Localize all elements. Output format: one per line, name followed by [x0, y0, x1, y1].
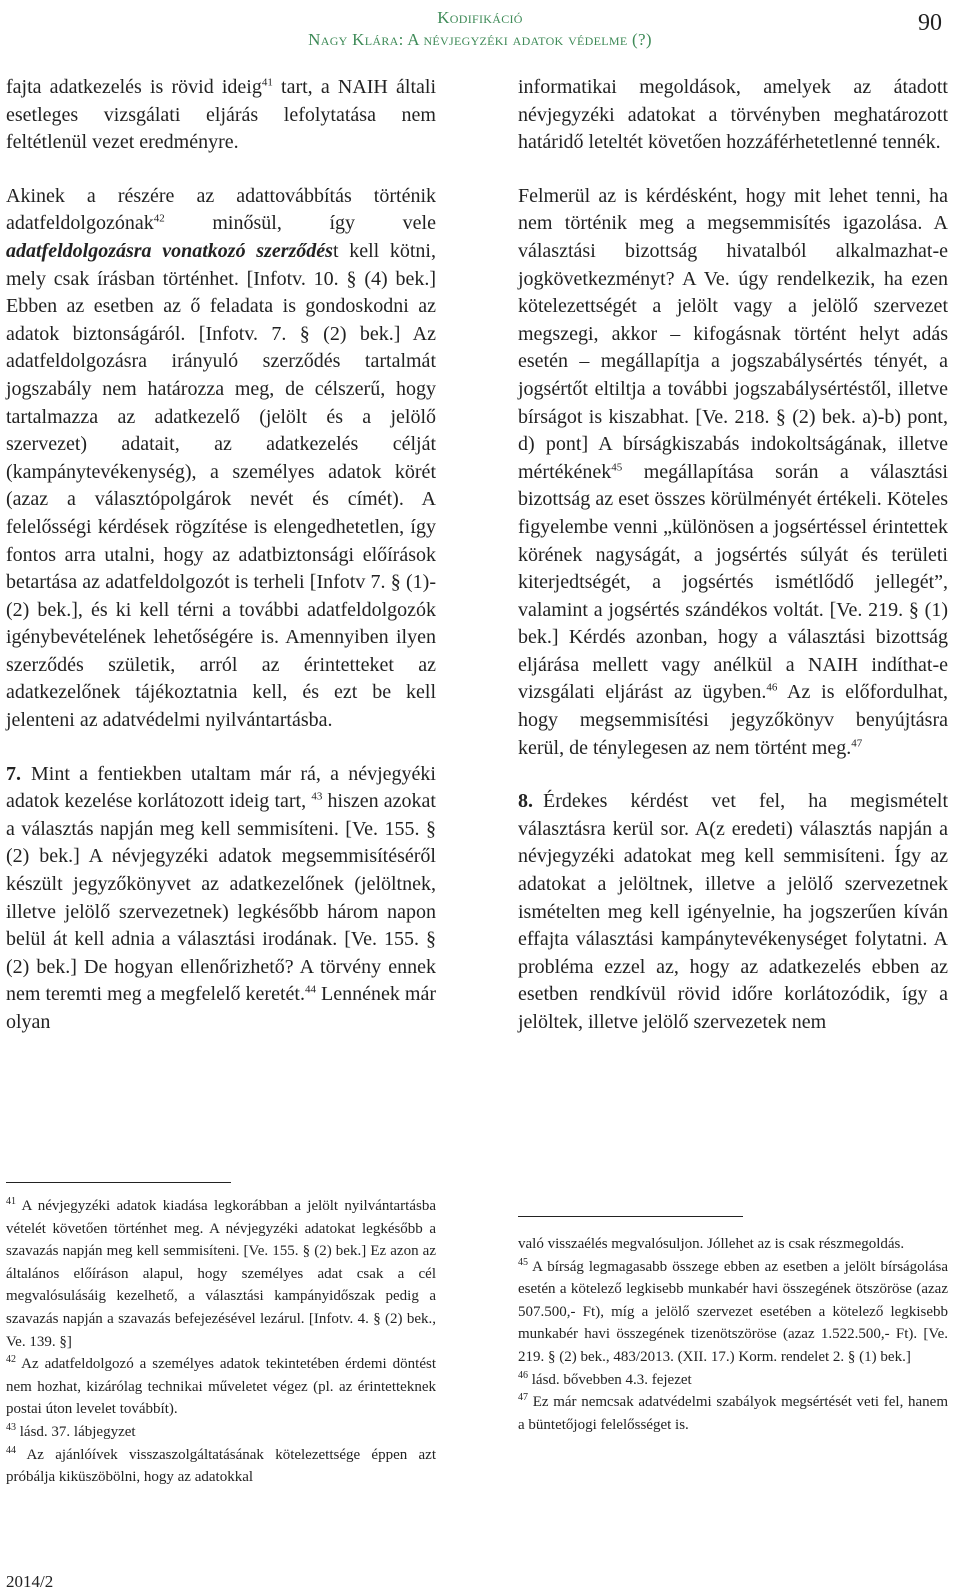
footnote: $^{43}$ lásd. 37. lábjegyzet	[6, 1421, 136, 1440]
footnote-ref: 47	[851, 737, 863, 749]
article-running-title: Nagy Klára: A névjegyzéki adatok védelme (?)	[308, 30, 652, 49]
left-body-text	[6, 74, 436, 1182]
footnote: $^{44}$ Az ajánlóívek visszaszolgáltatásának kötelezettsége éppen azt próbálja kiküszöbölni, hogy az adatokkal	[6, 1444, 436, 1486]
paragraph: informatikai megoldások, amelyek az átadott névjegyzéki adatokat a törvényben meghatározott határidő leteltét követően hozzáférhetetlenné tennék.	[518, 76, 948, 154]
section-number: 7.	[6, 762, 21, 785]
section-number: 8.	[518, 790, 533, 813]
footnote-ref: 46	[766, 681, 778, 694]
paragraph: fajta adatkezelés is rövid ideig$^{41}$ tart, a NAIH általi esetleges vizsgálati eljárás lefolytatása nem feltétlenül vezet eredményre.	[6, 76, 437, 154]
page-number: 90	[918, 10, 942, 36]
paragraph: Akinek a részére az adattovábbítás történik adatfeldolgozónak$^{42}$ minősül, így vele adatfeldolgozásra vonatkozó szerződést kell kötni, mely csak írásban történhet. [Infotv. 10. § (4) bek.] Ebben az esetben az ő feladata is gondoskodni az adatok biztonságáról. [Infotv. 7. § (2) bek.] Az adatfeldolgozásra irányuló szerződés tartalmát jogszabály nem határozza meg, de célszerű, hogy tartalmazza az adatkezelő (jelölt és a jelölő szervezet) adatait, az adatkezelés célját (kampánytevékenység), a személyes adatok körét (azaz a választópolgárok nevét és címét). A felelősségi kérdések rögzítése is elengedhetetlen, így fontos arra utalni, hogy az adatbiztonsági előírások betartása az adatfeldolgozót is terheli [Infotv 7. § (1)-(2) bek.], és ki kell térni a további adatfeldolgozók igénybevételének lehetőségére is. Amennyiben ilyen szerződés születik, arról az érintetteket az adatkezelőnek tájékoztatnia kell, és ezt be kell jelenteni az adatvédelmi nyilvántartásba.	[6, 184, 436, 732]
footnote-ref: 42	[153, 212, 165, 225]
right-body-text	[518, 74, 948, 1216]
right-footnotes	[518, 1233, 948, 1436]
footnote-ref: 44	[304, 983, 316, 996]
footnote-separator	[6, 1182, 231, 1183]
footnote: $^{42}$ Az adatfeldolgozó a személyes adatok tekintetében érdemi döntést nem hozhat, kizárólag technikai műveletet végez (pl. az érintetteknek postai úton levelet továbbít).	[6, 1354, 436, 1418]
footnote-ref: 45	[611, 461, 623, 474]
section-paragraph: 8. Érdekes kérdést vet fel, ha megismételt választásra kerül sor. A(z eredeti) választás napján a névjegyzéki adatokat meg kell semmisíteni. Így az adatokat a jelöltnek, illetve a jelölő szervezetnek ismételten meg kell igényelnie, ha jogszerűen kíván effajta választási kampánytevékenységet folytatni. A probléma ezzel az, hogy az adatkezelés ebben az esetben rendkívül rövid időre korlátozódik, így a jelöltek, illetve jelölő szervezetek nem	[518, 790, 948, 1033]
journal-name: Kodifikáció	[437, 8, 523, 27]
footnote: $^{41}$ A névjegyzéki adatok kiadása legkorábban a jelölt nyilvántartásba vételét követően történhet meg. A névjegyzéki adatokat legkésőbb a szavazás napján meg kell semmisíteni. [Ve. 155. § (2) bek.] Ez azon az általános előíráson alapul, hogy személyes adat csak a cél megvalósulásáig kezelhető, a választási kampányidőszak pedig a szavazás napján a szavazás befejezésével lezárul. [Infotv. 4. § (2) bek., Ve. 139. §]	[6, 1196, 436, 1350]
right-column	[518, 74, 948, 1436]
footnote: $^{47}$ Ez már nemcsak adatvédelmi szabályok megsértését veti fel, hanem a büntetőjogi felelősséget is.	[518, 1392, 948, 1433]
running-header	[0, 4, 960, 52]
footnote: $^{46}$ lásd. bővebben 4.3. fejezet	[518, 1369, 692, 1388]
footnote: $^{45}$ A bírság legmagasabb összege ebben az esetben a jelölt bírságolása esetén a kötelező legkisebb munkabér havi összegének ötszöröse (azaz 507.500,- Ft), míg a jelölő szervezet esetében a kötelező legkisebb munkabér havi összegének tizenötszöröse (azaz 1.522.500,- Ft). [Ve. 219. § (2) bek., 483/2013. (XII. 17.) Korm. rendelet 2. § (1) bek.]	[518, 1256, 948, 1365]
left-column	[6, 74, 436, 1489]
footnote-separator	[518, 1216, 743, 1217]
footnote-ref: 41	[261, 76, 273, 89]
footnote-continuation: való visszaélés megvalósuljon. Jóllehet az is csak részmegoldás.	[518, 1236, 905, 1252]
issue-label: 2014/2	[6, 1572, 54, 1591]
left-footnotes	[6, 1195, 436, 1489]
emphasis: adatfeldolgozásra vonatkozó szerződés	[6, 239, 333, 262]
footnote-ref: 43	[311, 790, 323, 803]
section-paragraph: 7. Mint a fentiekben utaltam már rá, a névjegyéki adatok kezelése korlátozott ideig tart, $^{43}$ hiszen azokat a választás napján meg kell semmisíteni. [Ve. 155. § (2) bek.] A névjegyzéki adatok megsemmisítéséről készült jegyzőkönyvet az adatkezelőnek (jelöltnek, illetve jelölő szervezetnek) legkésőbb három napon belül át kell adnia a választási irodának. [Ve. 155. § (2) bek.] De hogyan ellenőrizhető? A törvény ennek nem teremti meg a megfelelő keretét.$^{44}$ Lennének már olyan	[6, 762, 436, 1033]
paragraph: Felmerül az is kérdésként, hogy mit lehet tenni, ha nem történik meg a megsemmisítés igazolása. A választási bizottság hivatalból alkalmazhat-e jogkövetkezményt? A Ve. úgy rendelkezik, ha ezen kötelezettségét a jelölt vagy a jelölő szervezet megszegi, akkor – kifogásnak történt helyt adás esetén – megállapítja a jogszabálysértés tényét, a jogsértőt eltiltja a további jogszabálysértéstől, illetve bírságot is kiszabhat. [Ve. 218. § (2) bek. a)-b) pont, d) pont] A bírságkiszabás indokoltságának, illetve mértékének$^{45}$ megállapítása során a választási bizottság az eset összes körülményét értékeli. Köteles figyelembe venni „különösen a jogsértéssel érintettek körének nagyságát, a jogsértés súlyát és területi kiterjedtségét, a jogsértés ismétlődő jellegét”, valamint a jogsértés szándékos voltát. [Ve. 219. § (1) bek.] Kérdés azonban, hogy a választási bizottság eljárása mellett vagy anélkül a NAIH indíthat-e vizsgálati eljárást az ügyben.$^{46}$ Az is előfordulhat, hogy megsemmisítési jegyzőkönyv benyújtásra kerül, de ténylegesen az nem történt meg.$^{47}$	[518, 184, 948, 759]
